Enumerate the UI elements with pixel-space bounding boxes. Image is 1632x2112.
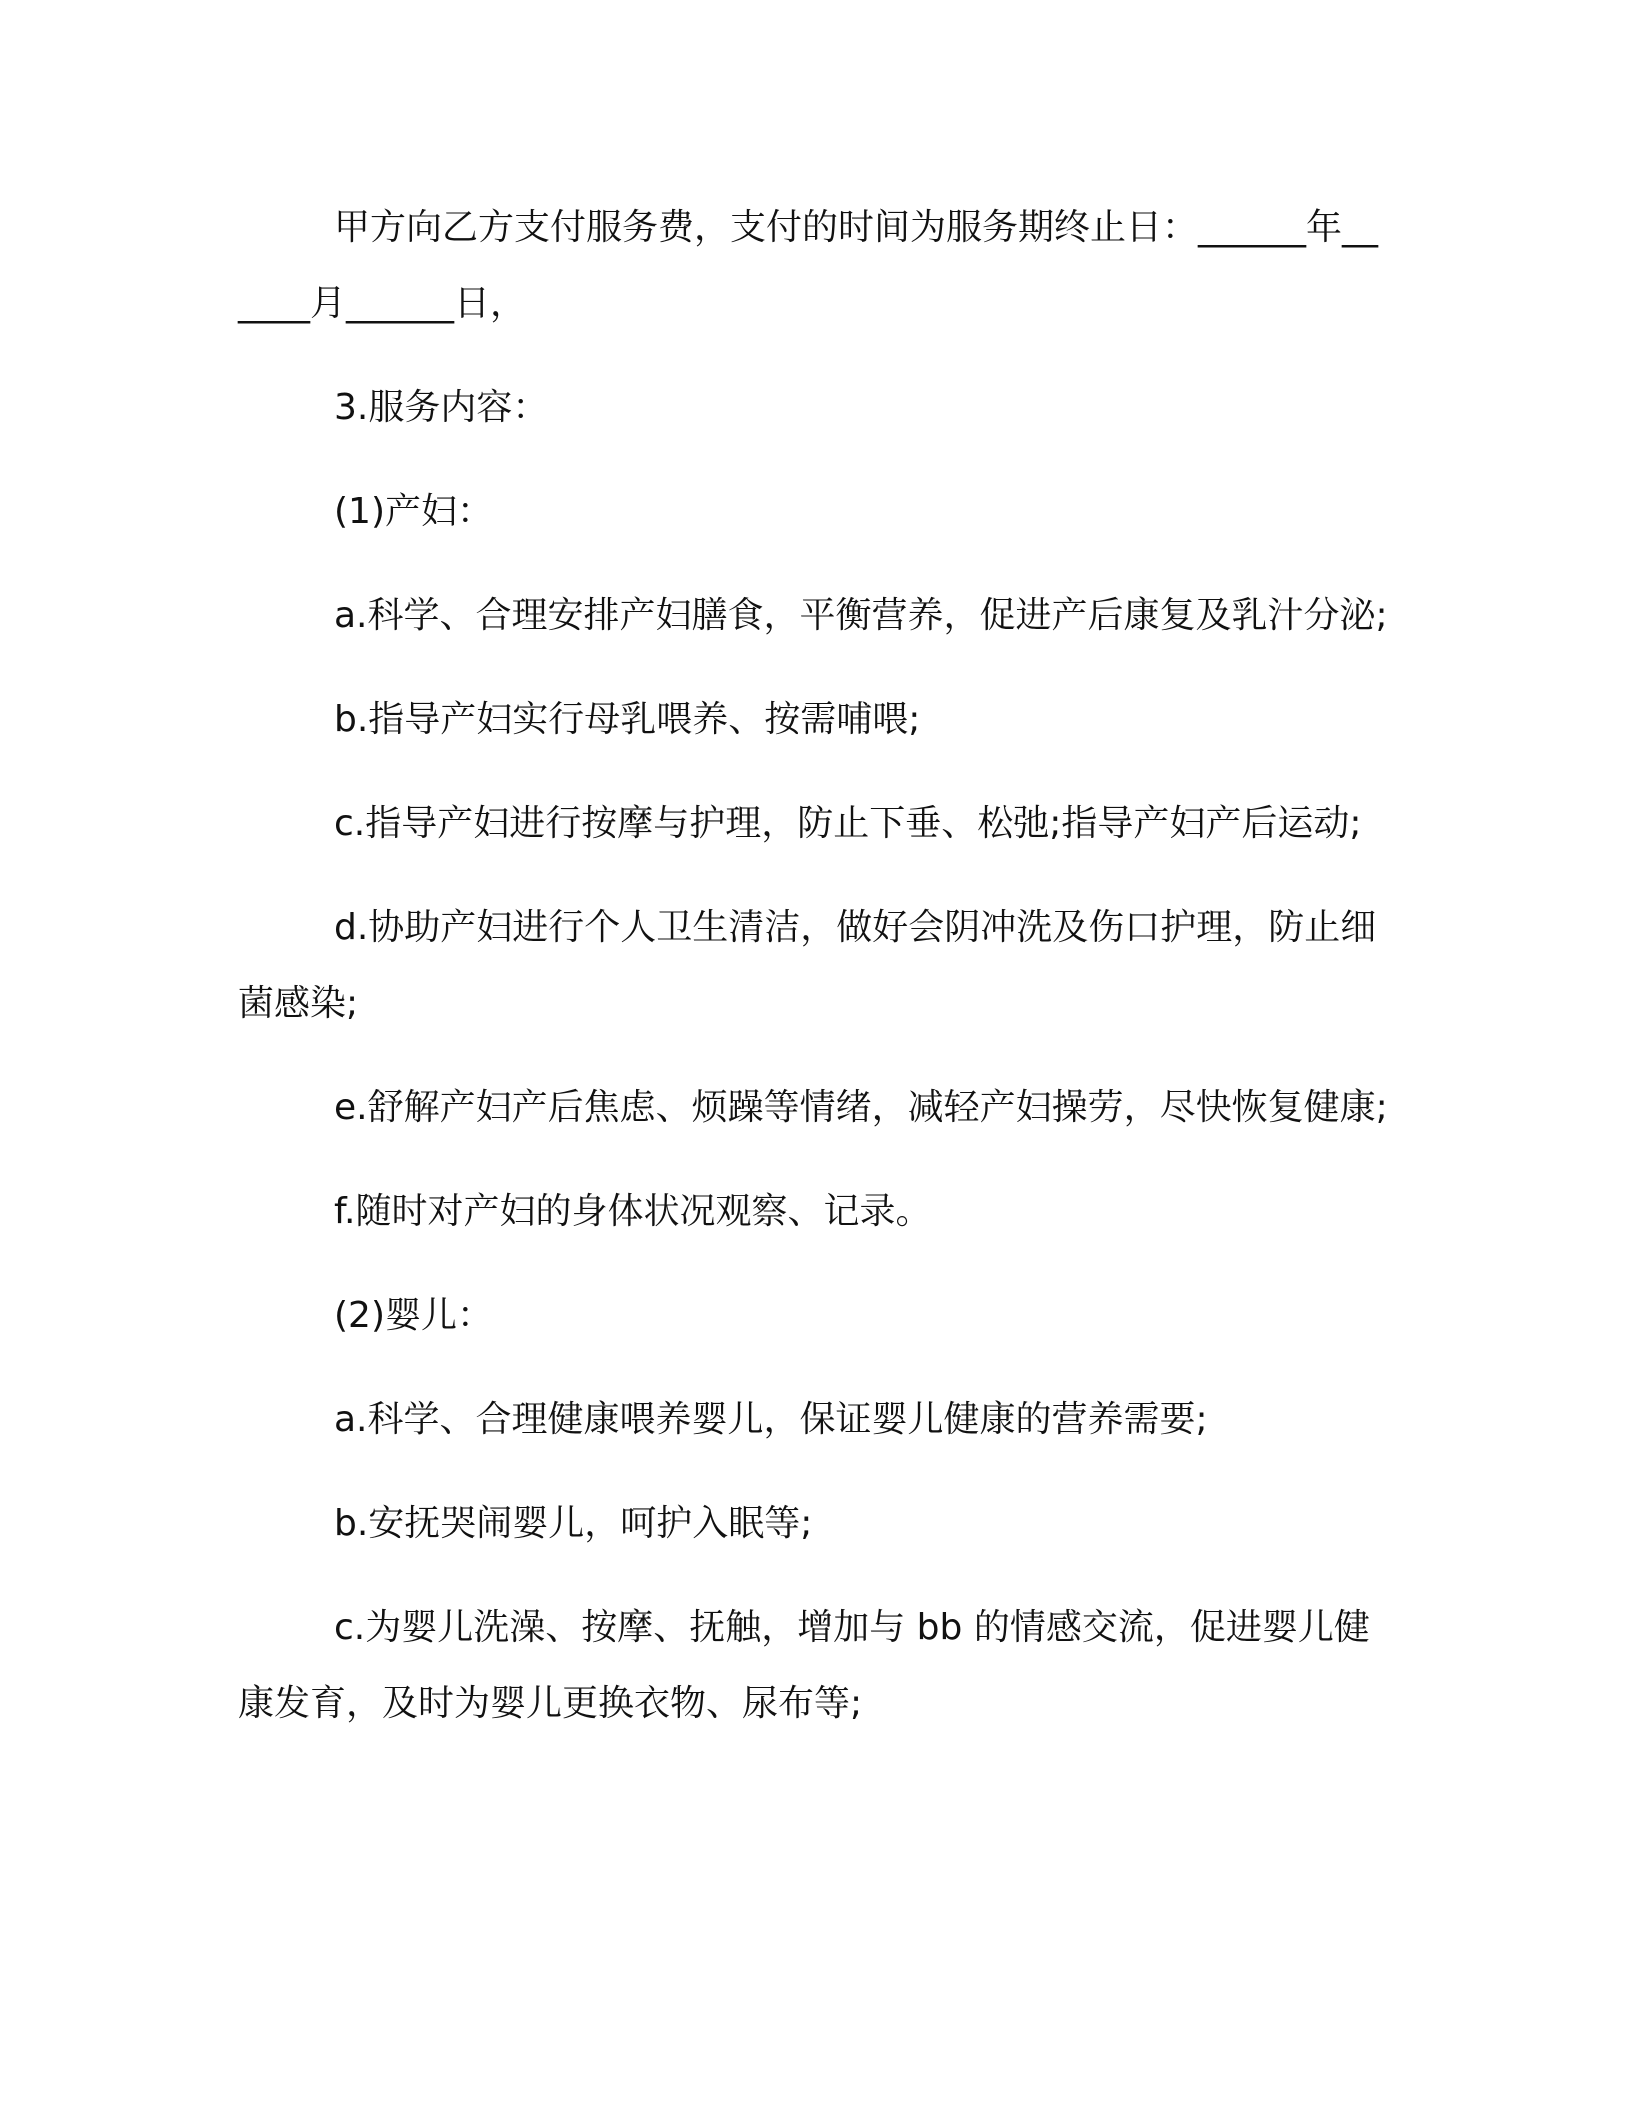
mother-item-f: f.随时对产妇的身体状况观察、记录。 xyxy=(334,1191,932,1232)
baby-section-heading: (2)婴儿： xyxy=(334,1295,493,1336)
baby-item-b: b.安抚哭闹婴儿，呵护入眠等; xyxy=(334,1503,813,1544)
baby-item-a: a.科学、合理健康喂养婴儿，保证婴儿健康的营养需要; xyxy=(334,1399,1208,1440)
document-body xyxy=(238,190,1393,1770)
mother-item-b: b.指导产妇实行母乳喂养、按需哺喂; xyxy=(334,699,921,740)
service-content-heading: 3.服务内容： xyxy=(334,387,549,428)
payment-time-paragraph: 甲方向乙方支付服务费，支付的时间为服务期终止日：______年______月______日， xyxy=(238,207,1379,324)
baby-item-c: c.为婴儿洗澡、按摩、抚触，增加与 bb 的情感交流，促进婴儿健康发育，及时为婴儿更换衣物、尿布等; xyxy=(238,1607,1370,1724)
mother-item-c: c.指导产妇进行按摩与护理，防止下垂、松弛;指导产妇产后运动; xyxy=(334,803,1362,844)
mother-item-a: a.科学、合理安排产妇膳食，平衡营养，促进产后康复及乳汁分泌; xyxy=(334,595,1388,636)
mother-item-e: e.舒解产妇产后焦虑、烦躁等情绪，减轻产妇操劳，尽快恢复健康; xyxy=(334,1087,1388,1128)
mother-section-heading: (1)产妇： xyxy=(334,491,493,532)
mother-item-d: d.协助产妇进行个人卫生清洁，做好会阴冲洗及伤口护理，防止细菌感染; xyxy=(238,907,1377,1024)
